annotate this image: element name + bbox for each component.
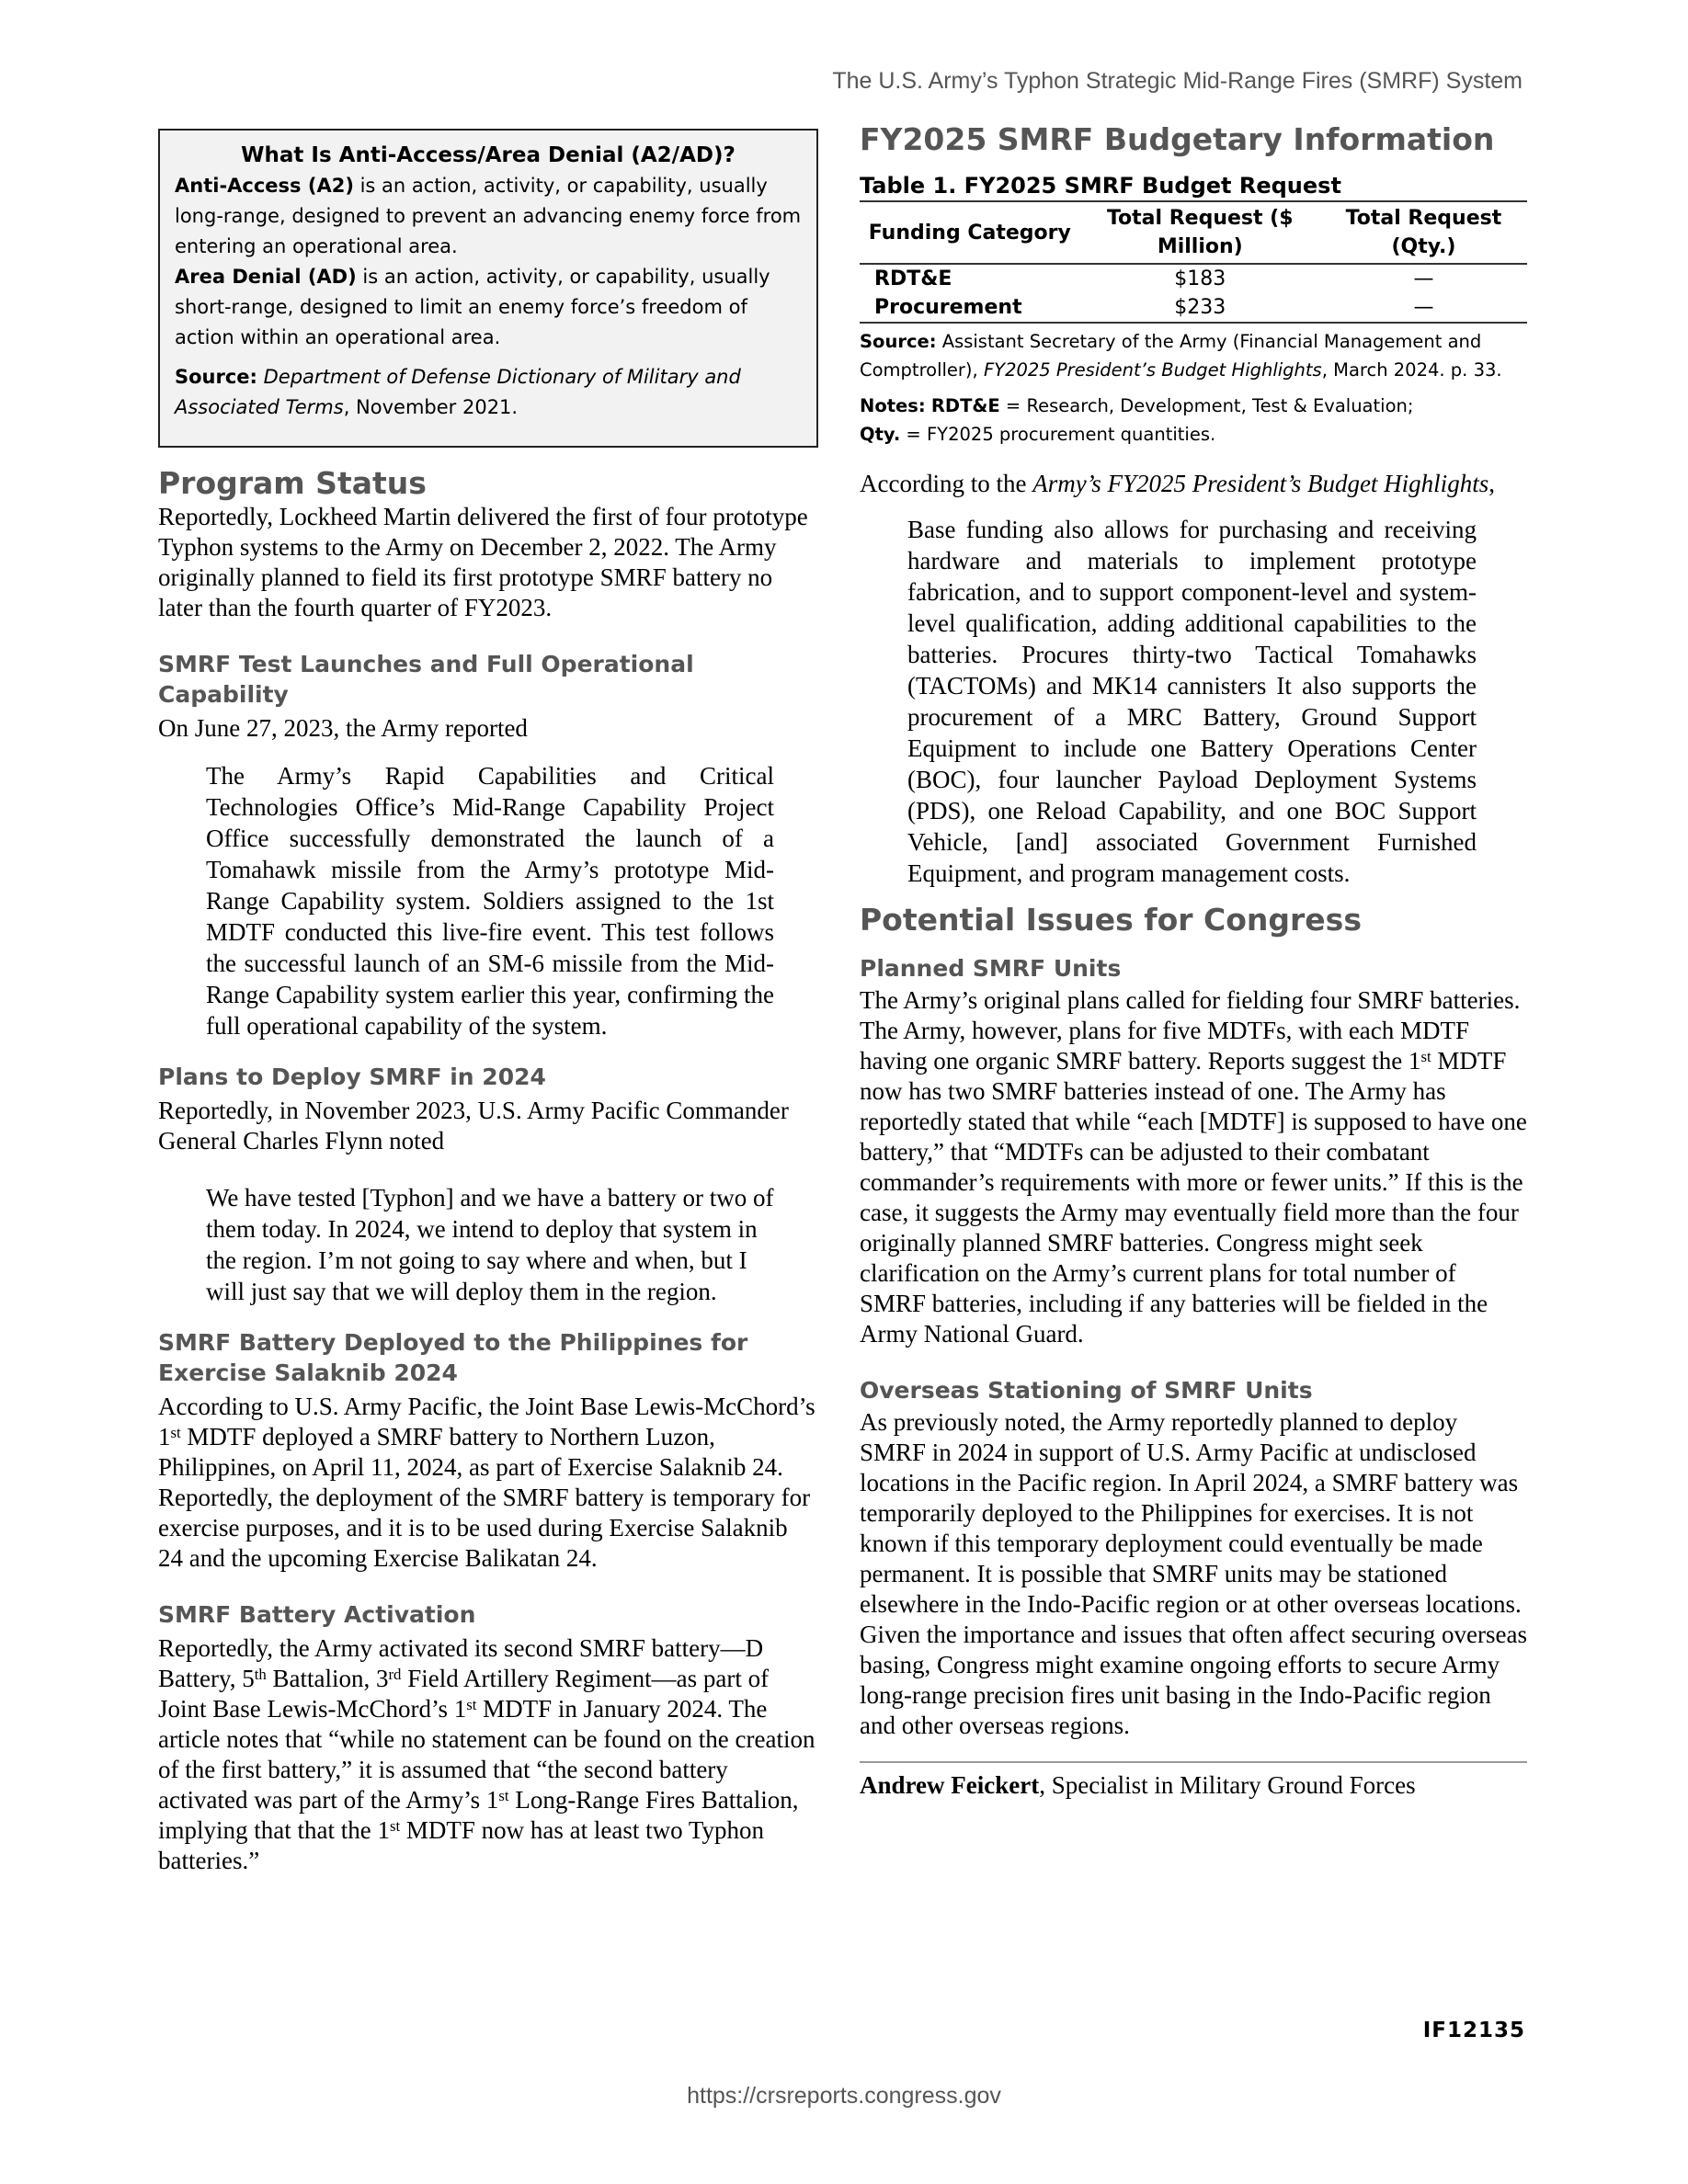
author-title: , Specialist in Military Ground Forces: [1039, 1771, 1416, 1799]
planned-units-text: The Army’s original plans called for fielding four SMRF batteries. The Army, however, plans for five MDTFs, with each MDTF having one organic SMRF battery. Reports suggest the 1: [860, 986, 1521, 1075]
activation-text: MDTF now has at least two Typhon batteries.”: [158, 1816, 764, 1874]
notes-qty-term: Qty.: [860, 424, 901, 445]
table-source-date: , March 2024. p. 33.: [1321, 359, 1502, 381]
superscript: st: [466, 1695, 477, 1713]
ad-term: Area Denial (AD): [175, 266, 357, 288]
philippines-text-2: MDTF deployed a SMRF battery to Northern Luzon, Philippines, on April 11, 2024, as part of Exercise Salaknib 24. Reportedly, the deployment of the SMRF battery is temporary for exercise purposes, and it is to be used during Exercise Salaknib 24 and the upcoming Exercise Balikatan 24.: [158, 1423, 811, 1572]
ad-definition: [175, 262, 802, 353]
budget-intro-text: According to the: [860, 470, 1033, 497]
superscript: st: [170, 1423, 181, 1441]
budget-table: [860, 200, 1527, 324]
deploy-plans-quote: We have tested [Typhon] and we have a battery or two of them today. In 2024, we intend to deploy that system in the region. I’m not going to say where and when, but I will just say that we will deploy them in the region.: [206, 1184, 774, 1305]
philippines-text-1: According to U.S. Army Pacific, the Joint Base Lewis-McChord’s 1: [158, 1393, 815, 1450]
ad-def-text: is an action, activity, or capability, usually short-range, designed to limit an enemy force’s freedom of action within an operational area.: [175, 266, 770, 348]
right-column: [860, 121, 1527, 1801]
superscript: st: [389, 1816, 401, 1835]
budget-intro: [860, 469, 1527, 499]
activation-text: MDTF in January 2024. The article notes that “while no statement can be found on the creation of the first battery,” it is assumed that “the second battery activated was part of the Army’s 1: [158, 1695, 815, 1814]
activation-text: Long-Range Fires Battalion, implying that that the 1: [158, 1786, 799, 1844]
cell-category: RDT&E: [874, 267, 952, 290]
table-source-title: FY2025 President’s Budget Highlights: [983, 359, 1322, 381]
budget-table-title: Table 1. FY2025 SMRF Budget Request: [860, 173, 1341, 199]
sidebar-source-date: , November 2021.: [343, 396, 519, 418]
planned-units-text: MDTF now has two SMRF batteries instead of one. The Army has reportedly stated that while “each [MDTF] is supposed to have one battery,” that “MDTFs can be adjusted to their combatant commander’s requirements with more or fewer units.” If this is the case, it suggests the Army may eventually field more than the four originally planned SMRF batteries. Congress might seek clarification on the Army’s current plans for total number of SMRF batteries, including if any batteries will be fielded in the Army National Guard.: [860, 1047, 1527, 1348]
table-notes-label: Notes:: [860, 395, 926, 416]
activation-text: Reportedly, the Army activated its second SMRF battery—D Battery, 5: [158, 1634, 764, 1692]
sidebar-source-title: Department of Defense Dictionary of Military and Associated Terms: [175, 366, 741, 418]
cell-qty: —: [1413, 296, 1434, 319]
notes-qty-def: = FY2025 procurement quantities.: [900, 424, 1216, 445]
deploy-plans-intro: Reportedly, in November 2023, U.S. Army Pacific Commander General Charles Flynn noted: [158, 1097, 789, 1155]
activation-text: Field Artillery Regiment—as part of Joint Base Lewis-McChord’s 1: [158, 1665, 770, 1723]
a2-term: Anti-Access (A2): [175, 175, 354, 197]
superscript: st: [1420, 1047, 1431, 1065]
col-header-total-request-qty: Total Request (Qty.): [1345, 207, 1502, 258]
cell-request: $183: [1174, 267, 1226, 290]
activation-paragraph: [158, 1633, 818, 1876]
budget-table-header-row: [860, 201, 1527, 264]
report-id: IF12135: [1422, 2019, 1525, 2042]
budget-intro-title: Army’s FY2025 President’s Budget Highlights: [1032, 470, 1489, 497]
deploy-plans-heading: Plans to Deploy SMRF in 2024: [158, 1064, 546, 1090]
superscript: th: [254, 1665, 267, 1683]
table-row: [860, 293, 1527, 323]
overseas-heading: Overseas Stationing of SMRF Units: [860, 1377, 1313, 1404]
program-status-paragraph: Reportedly, Lockheed Martin delivered the first of four prototype Typhon systems to the Army on December 2, 2022. The Army originally planned to field its first prototype SMRF battery no later than the fourth quarter of FY2023.: [158, 503, 808, 621]
cell-request: $233: [1174, 296, 1226, 319]
a2-def-text: is an action, activity, or capability, usually long-range, designed to prevent an advancing enemy force from entering an operational area.: [175, 175, 802, 257]
author-divider: [860, 1761, 1527, 1763]
cell-category: Procurement: [874, 296, 1022, 319]
superscript: st: [498, 1786, 509, 1804]
table-source: [860, 327, 1527, 384]
a2ad-sidebar-box: [158, 129, 818, 448]
running-header: The U.S. Army’s Typhon Strategic Mid-Range Fires (SMRF) System: [832, 68, 1523, 94]
activation-text: Battalion, 3: [266, 1665, 389, 1692]
table-source-text: Assistant Secretary of the Army (Financial Management and Comptroller),: [860, 331, 1482, 381]
cell-qty: —: [1413, 267, 1434, 290]
planned-units-heading: Planned SMRF Units: [860, 955, 1122, 982]
sidebar-title: What Is Anti-Access/Area Denial (A2/AD)?: [241, 143, 736, 167]
a2-definition: [175, 171, 802, 262]
philippines-heading: SMRF Battery Deployed to the Philippines for Exercise Salaknib 2024: [158, 1329, 748, 1386]
table-row: [860, 264, 1527, 293]
test-launch-heading: SMRF Test Launches and Full Operational Capability: [158, 651, 694, 708]
activation-heading: SMRF Battery Activation: [158, 1601, 476, 1628]
test-launch-quote: The Army’s Rapid Capabilities and Critical Technologies Office’s Mid-Range Capability Project Office successfully demonstrated the launch of a Tomahawk missile from the Army’s prototype Mid-Range Capability system. Soldiers assigned to the 1st MDTF conducted this live-fire event. This test follows the successful launch of an SM-6 missile from the Mid-Range Capability system earlier this year, confirming the full operational capability of the system.: [206, 762, 774, 1040]
sidebar-source: [175, 362, 802, 423]
author-name: Andrew Feickert: [860, 1771, 1040, 1799]
philippines-paragraph: [158, 1392, 818, 1574]
table-source-label: Source:: [860, 331, 937, 352]
notes-rdte-term: RDT&E: [930, 395, 1000, 416]
col-header-total-request-dollars: Total Request ($ Million): [1106, 207, 1294, 258]
footer-url[interactable]: https://crsreports.congress.gov: [687, 2083, 1001, 2109]
issues-heading: Potential Issues for Congress: [860, 902, 1362, 938]
overseas-paragraph: As previously noted, the Army reportedly planned to deploy SMRF in 2024 in support of U.S. Army Pacific at undisclosed locations in the Pacific region. In April 2024, a SMRF battery was temporarily deployed to the Philippines for exercises. It is not known if this temporary deployment could eventually be made permanent. It is possible that SMRF units may be stationed elsewhere in the Indo-Pacific region or at other overseas locations. Given the importance and issues that often affect securing overseas basing, Congress might examine ongoing efforts to secure Army long-range precision fires unit basing in the Indo-Pacific region and other overseas regions.: [860, 1408, 1527, 1739]
budget-intro-end: ,: [1488, 470, 1495, 497]
author-line: [860, 1770, 1527, 1801]
table-notes: [860, 392, 1527, 449]
test-launch-intro: On June 27, 2023, the Army reported: [158, 714, 528, 742]
notes-rdte-def: = Research, Development, Test & Evaluation;: [999, 395, 1414, 416]
budget-quote: Base funding also allows for purchasing and receiving hardware and materials to implement prototype fabrication, and to support component-level and system-level qualification, adding additional capabilities to the batteries. Procures thirty-two Tactical Tomahawks (TACTOMs) and MK14 cannisters It also supports the procurement of a MRC Battery, Ground Support Equipment to include one Battery Operations Center (BOC), four launcher Payload Deployment Systems (PDS), one Reload Capability, and one BOC Support Vehicle, [and] associated Government Furnished Equipment, and program management costs.: [907, 516, 1477, 887]
sidebar-source-label: Source:: [175, 366, 257, 388]
planned-units-paragraph: [860, 985, 1527, 1349]
superscript: rd: [388, 1665, 402, 1683]
budget-heading: FY2025 SMRF Budgetary Information: [860, 121, 1495, 157]
program-status-heading: Program Status: [158, 465, 427, 501]
left-column: [158, 129, 818, 1876]
col-header-funding-category: Funding Category: [868, 221, 1071, 245]
